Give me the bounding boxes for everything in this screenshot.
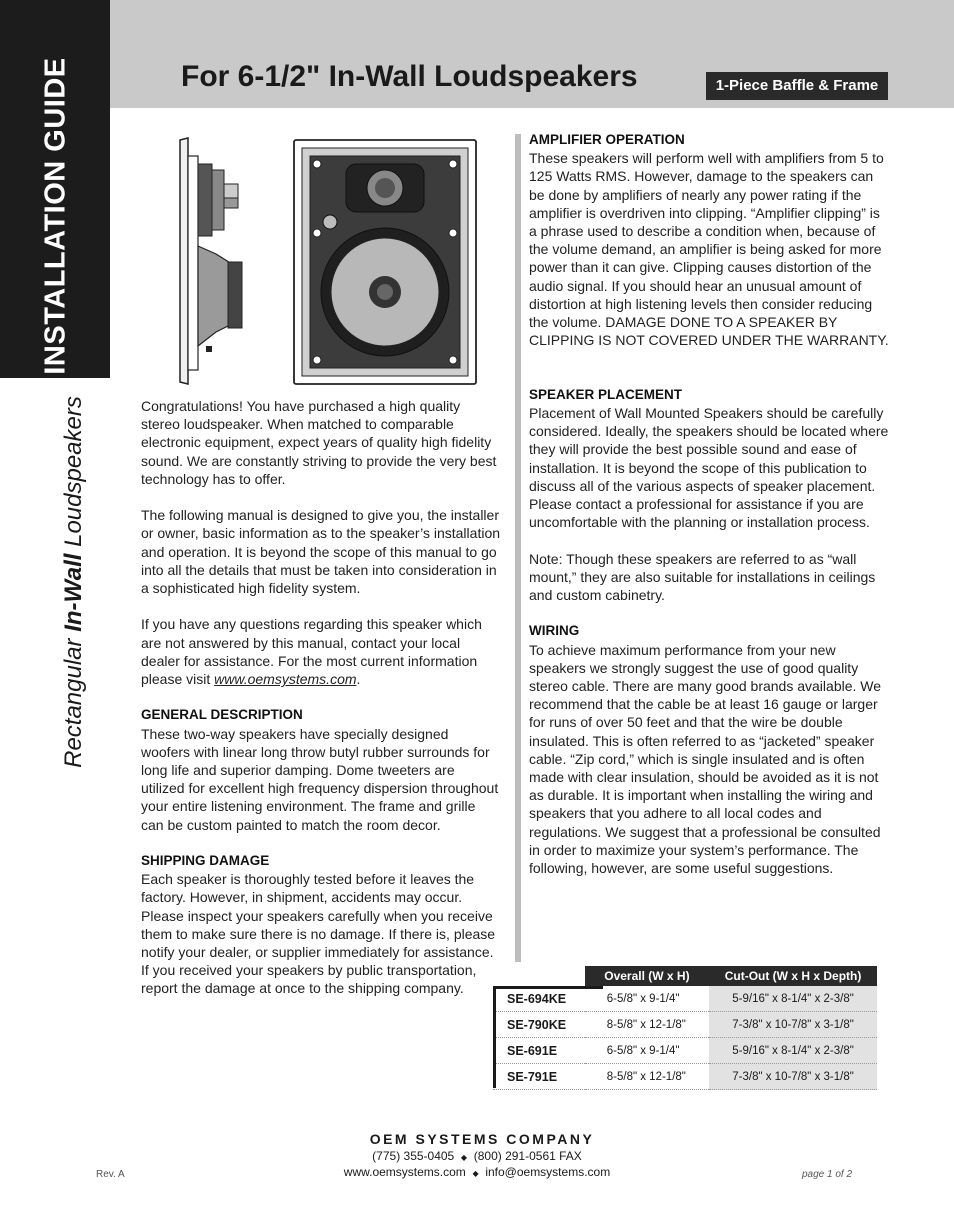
installation-guide-title: INSTALLATION GUIDE: [39, 57, 72, 375]
table-row: [493, 1012, 877, 1038]
table-header-row: [493, 966, 877, 986]
general-description-body: These two-way speakers have specially designed woofers with linear long throw butyl rubber surrounds for long life and superior damping. Dome tweeters are utilized for excellent high frequency dispersion throughout your entire listening environment. The frame and grille can be custom painted to match the room decor.: [141, 725, 499, 833]
table-header-overall: Overall (W x H): [585, 966, 709, 986]
speaker-front-view: [294, 140, 476, 384]
table-cell-cutout: 5-9/16" x 8-1/4" x 2-3/8": [709, 986, 877, 1012]
intro-paragraph-3: [141, 615, 501, 688]
wiring-heading: WIRING: [529, 623, 580, 639]
table-row: [493, 986, 877, 1012]
table-header-cutout: Cut-Out (W x H x Depth): [709, 966, 877, 986]
page-number: page 1 of 2: [802, 1169, 853, 1180]
table-cell-overall: 6-5/8" x 9-1/4": [585, 1038, 709, 1064]
shipping-damage-heading: SHIPPING DAMAGE: [141, 853, 270, 869]
right-column: [529, 131, 891, 895]
table-cell-model: SE-691E: [493, 1038, 585, 1064]
table-cell-model: SE-790KE: [493, 1012, 585, 1038]
speaker-illustration: [176, 136, 480, 388]
intro-paragraph-2: The following manual is designed to give you, the installer or owner, basic information as to the speaker’s installation and operation. It is beyond the scope of this manual to go into all the details that must be taken into consideration in a sophisticated high fidelity system.: [141, 507, 501, 597]
table-cell-cutout: 5-9/16" x 8-1/4" x 2-3/8": [709, 1038, 877, 1064]
table-cell-cutout: 7-3/8" x 10-7/8" x 3-1/8": [709, 1012, 877, 1038]
intro-paragraph-1: Congratulations! You have purchased a high quality stereo loudspeaker. When matched to comparable electronic equipment, expect years of quality high fidelity sound. We are constantly striving to provide the very best technology has to offer.: [141, 398, 497, 487]
table-frame-left: [493, 986, 496, 1088]
shipping-damage-body: Each speaker is thoroughly tested before it leaves the factory. However, in shipment, accidents may occur. Please inspect your speakers carefully when you receive them to make sure there is no damage. If there is, please notify your dealer, or supplier immediately for assistance. If you received your speakers by public transportation, report the damage at once to the shipping company.: [141, 871, 496, 997]
table-row: [493, 1038, 877, 1064]
dimensions-table: [493, 966, 877, 1090]
footer-phone: (775) 355-0405: [372, 1149, 455, 1163]
revision-label: Rev. A: [96, 1169, 125, 1180]
amplifier-heading: AMPLIFIER OPERATION: [529, 132, 685, 147]
side-subtitle-post: Loudspeakers: [60, 396, 87, 554]
footer-company-name: OEM SYSTEMS COMPANY: [369, 1131, 595, 1147]
table-cell-model: SE-791E: [493, 1064, 585, 1090]
amplifier-body: These speakers will perform well with amplifiers from 5 to 125 Watts RMS. However, damage to the speakers can be done by amplifiers of nearly any power rating if the amplifier is overdriven into clipping. “Amplifier clipping” is a phrase used to describe a condition when, because of the volume demand, an amplifier is being asked for more power than it can give. Clipping causes distortion of the audio signal. If you should hear an unusual amount of distortion at high listening levels then consider reducing the volume. DAMAGE DONE TO A SPEAKER BY CLIPPING IS NOT COVERED UNDER THE WARRANTY.: [529, 150, 889, 349]
footer-contact-phones: [0, 1149, 954, 1163]
placement-heading: SPEAKER PLACEMENT: [529, 386, 683, 402]
side-subtitle-pre: Rectangular: [60, 631, 87, 768]
table-row: [493, 1064, 877, 1090]
table-cell-model: SE-694KE: [493, 986, 585, 1012]
column-divider: [515, 134, 521, 962]
intro-p3-text: If you have any questions regarding this speaker which are not answered by this manual, contact your local dealer for assistance. For the most current information please visit: [141, 616, 482, 688]
wiring-body: To achieve maximum performance from your new speakers we strongly suggest the use of good quality stereo cable. There are many good brands available. We recommend that the cable be at least 16 gauge or larger for runs of over 50 feet and that the wire be double insulated. This is often referred to as “jacketed” speaker cable. “Zip cord,” which is single insulated and is often made with clear insulation, should be avoided as it is not as durable. It is important when installing the wiring and speakers that you adhere to all local codes and regulations. We suggest that a professional be consulted in order to maximize your system’s performance. The following, however, are some useful suggestions.: [529, 641, 882, 877]
footer-fax: (800) 291-0561 FAX: [473, 1149, 582, 1163]
intro-p3-end: .: [356, 671, 361, 688]
placement-note: Note: Though these speakers are referred to as “wall mount,” they are also suitable for installations in ceilings and custom cabinetry.: [529, 550, 876, 604]
table-cell-overall: 6-5/8" x 9-1/4": [585, 986, 709, 1012]
table-frame-top: [493, 986, 603, 989]
side-title-block: [0, 0, 110, 378]
table-cell-overall: 8-5/8" x 12-1/8": [585, 1064, 709, 1090]
website-link[interactable]: www.oemsystems.com: [214, 671, 357, 688]
footer-website[interactable]: www.oemsystems.com: [343, 1165, 466, 1179]
speaker-side-view: [180, 138, 242, 384]
side-subtitle-bold: In-Wall: [60, 553, 87, 632]
footer-email[interactable]: info@oemsystems.com: [485, 1165, 611, 1179]
left-column: [141, 397, 501, 1016]
side-subtitle: [60, 396, 88, 768]
table-header-model: [493, 966, 585, 986]
placement-body: Placement of Wall Mounted Speakers should be carefully considered. Ideally, the speakers should be located where they will provide the best possible sound and ease of installation. It is beyond the scope of this publication to discuss all of the various aspects of speaker placement. Please contact a professional for assistance if you are uncomfortable with the planning or installation process.: [529, 405, 889, 531]
table-cell-overall: 8-5/8" x 12-1/8": [585, 1012, 709, 1038]
product-badge: 1-Piece Baffle & Frame: [706, 72, 888, 100]
table-cell-cutout: 7-3/8" x 10-7/8" x 3-1/8": [709, 1064, 877, 1090]
general-description-heading: GENERAL DESCRIPTION: [141, 707, 303, 723]
page-title: For 6-1/2" In-Wall Loudspeakers: [181, 60, 638, 93]
diamond-separator-icon: ◆: [472, 1169, 479, 1178]
diamond-separator-icon: ◆: [460, 1153, 468, 1162]
